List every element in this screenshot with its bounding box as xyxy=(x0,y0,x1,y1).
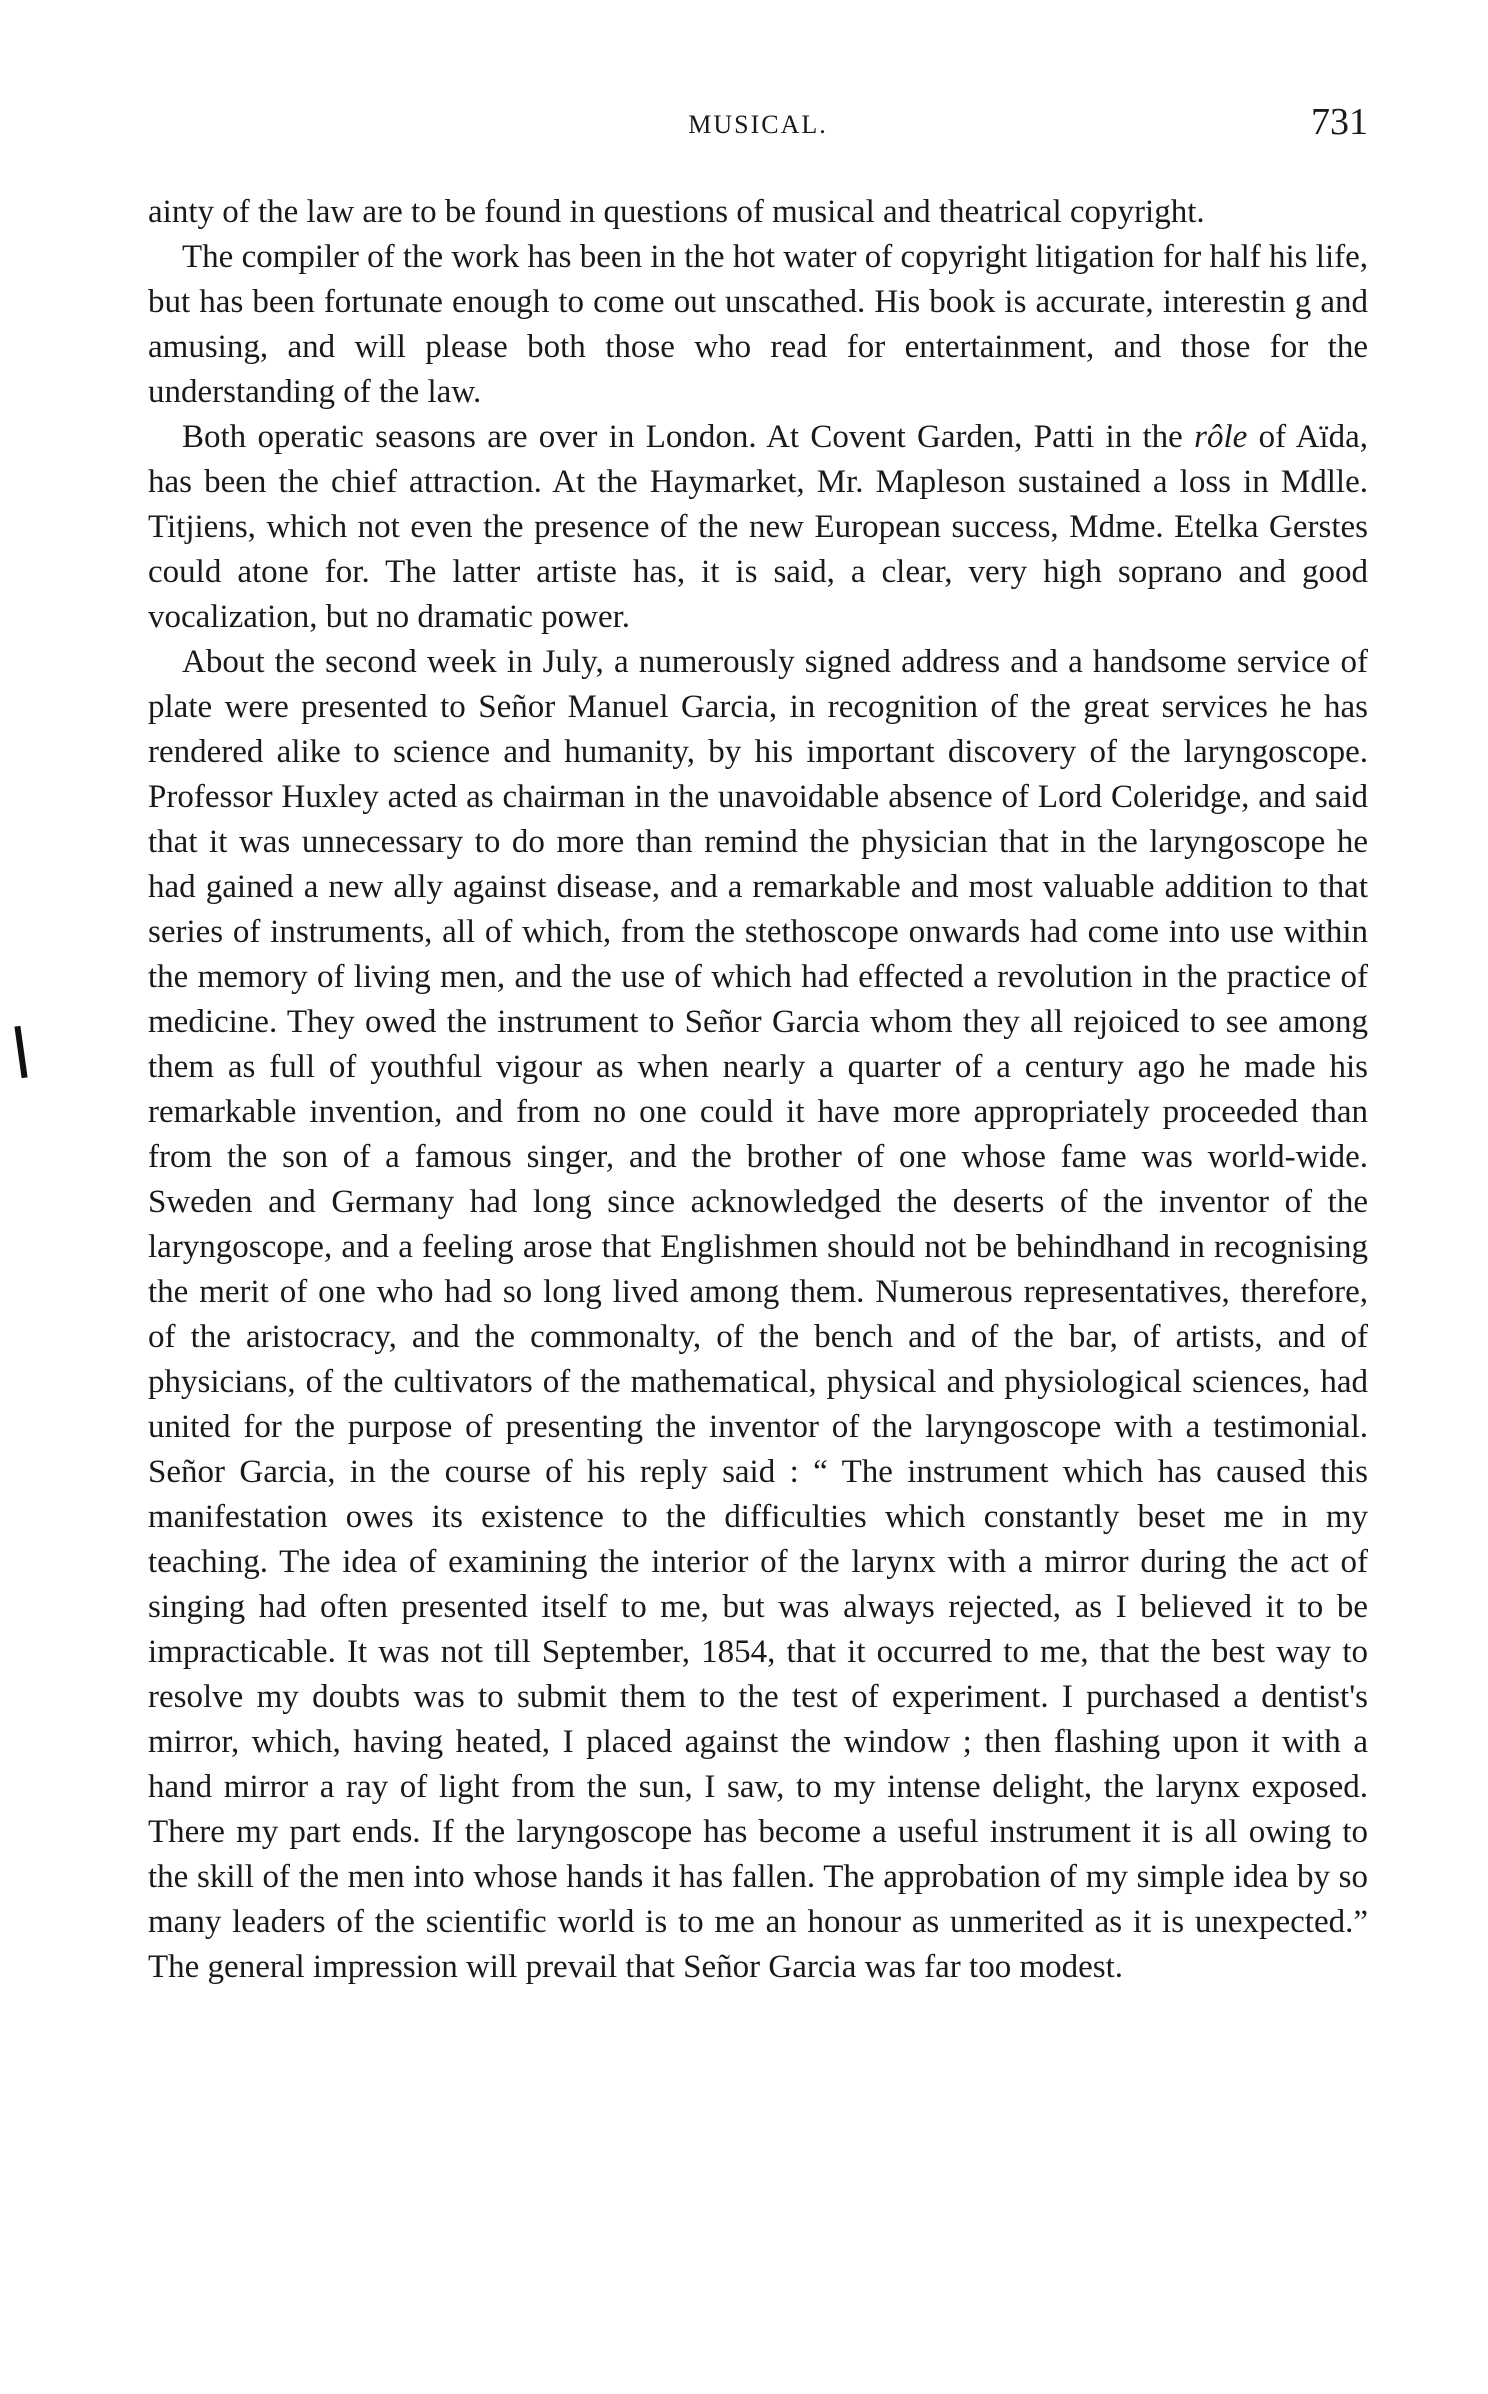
page-header xyxy=(148,100,1368,150)
italic-role: rôle xyxy=(1194,419,1248,455)
paragraph-continued: ainty of the law are to be found in questions of musical and theatrical copyright. xyxy=(148,194,1205,230)
margin-mark xyxy=(14,1026,27,1078)
paragraph-copyright-book: The compiler of the work has been in the hot water of copyright litigation for half his life, but has been fortunate enough to come out unscathed. His book is accurate, interestin g and amusing, and will please both those who read for entertainment, and those for the understanding of the law. xyxy=(148,239,1368,410)
body-text xyxy=(148,190,1368,1990)
running-head: MUSICAL. xyxy=(688,110,828,139)
paragraph-text-after: of Aïda, has been the chief attraction. At the Haymarket, Mr. Mapleson sustained a loss in Mdlle. Titjiens, which not even the presence of the new European success, Mdme. Etelka Gerstes could atone for. The latter artiste has, it is said, a clear, very high soprano and good vocalization, but no dramatic power. xyxy=(148,419,1368,635)
paragraph-text-before: Both operatic seasons are over in London. At Covent Garden, Patti in the xyxy=(182,419,1195,455)
paragraph-garcia-testimonial: About the second week in July, a numerously signed address and a handsome service of plate were presented to Señor Manuel Garcia, in recognition of the great services he has rendered alike to science and humanity, by his important discovery of the laryngoscope. Professor Huxley acted as chairman in the unavoidable absence of Lord Coleridge, and said that it was unnecessary to do more than remind the physician that in the laryngoscope he had gained a new ally against disease, and a remarkable and most valuable addition to that series of instruments, all of which, from the stethoscope onwards had come into use within the memory of living men, and the use of which had effected a revolution in the practice of medicine. They owed the instrument to Señor Garcia whom they all rejoiced to see among them as full of youthful vigour as when nearly a quarter of a century ago he made his remarkable invention, and from no one could it have more appropriately proceeded than from the son of a famous singer, and the brother of one whose fame was world-wide. Sweden and Germany had long since acknowledged the deserts of the inventor of the laryngoscope, and a feeling arose that Englishmen should not be behindhand in recognising the merit of one who had so long lived among them. Numerous representatives, therefore, of the aristocracy, and the commonalty, of the bench and of the bar, of artists, and of physicians, of the cultivators of the mathematical, physical and physiological sciences, had united for the purpose of presenting the inventor of the laryngoscope with a testimonial. Señor Garcia, in the course of his reply said : “ The instrument which has caused this manifestation owes its existence to the difficulties which constantly beset me in my teaching. The idea of examining the interior of the larynx with a mirror during the act of singing had often presented itself to me, but was always rejected, as I believed it to be impracticable. It was not till September, 1854, that it occurred to me, that the best way to resolve my doubts was to submit them to the test of experiment. I purchased a dentist's mirror, which, having heated, I placed against the window ; then flashing upon it with a hand mirror a ray of light from the sun, I saw, to my intense delight, the larynx exposed. There my part ends. If the laryngoscope has become a useful instrument it is all owing to the skill of the men into whose hands it has fallen. The approbation of my simple idea by so many leaders of the scientific world is to me an honour as unmerited as it is unexpected.” The general impression will prevail that Señor Garcia was far too modest. xyxy=(148,644,1368,1985)
page-number: 731 xyxy=(1311,101,1368,143)
paragraph-operatic-seasons xyxy=(148,415,1368,640)
